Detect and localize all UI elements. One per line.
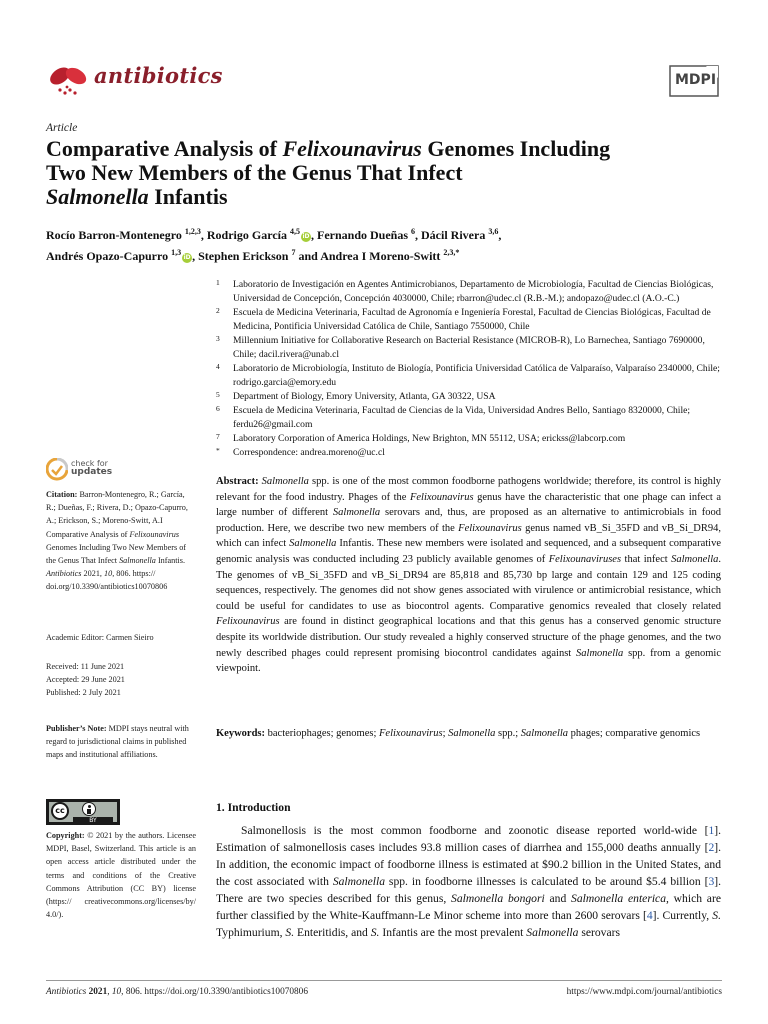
by-label: BY (73, 817, 113, 825)
footer-citation: Antibiotics 2021, 10, 806. https://doi.org/10.3390/antibiotics10070806 (46, 987, 308, 997)
orcid-icon[interactable]: iD (183, 254, 191, 261)
journal-name: antibiotics (94, 63, 223, 88)
affiliation-item: 4 Laboratorio de Microbiología, Instituto de Biología, Pontificia Universidad Católica de Valparaíso, Valparaíso 2340000, Chile; rodrigo.garcia@emory.edu (216, 362, 720, 388)
abstract: Abstract: Salmonella spp. is one of the most common foodborne pathogens worldwide; therefore, its control is highly relevant for the food industry. Phages of the Felixounavirus genus have the characteristic that one phage can infect a large number of different Salmonella serovars and, thus, are proposed as an alternative to antimicrobials in food production. Here, we describe two new members of the Felixounavirus genus named vB_Si_35FD and vB_Si_DR94, which can infect Salmonella Infantis. These new members were isolated and sequenced, and a subsequent comparative genomic analysis was conducted including 23 publicly available genomes of Felixounaviruses that infect Salmonella. The genomes of vB_Si_35FD and vB_Si_DR94 are 85,818 and 85,730 bp large and contain 129 and 125 coding sequences, respectively. The genomes did not show genes associated with virulence or antimicrobial resistance, which could be useful for candidates to use as biocontrol agents. Comparative genomics revealed that closely related Felixounavirus are found in distinct geographical locations and that this genus has a conserved genomic structure despite its worldwide distribution. Our study revealed a highly conserved structure of the phage genomes, and the two newly described phages could represent promising biocontrol candidates against Salmonella spp. from a genomic viewpoint. (216, 476, 722, 675)
publisher-note: Publisher’s Note: MDPI stays neutral with regard to jurisdictional claims in published maps and institutional affiliations. (46, 724, 189, 760)
journal-url-link[interactable]: https://www.mdpi.com/journal/antibiotics (566, 987, 722, 997)
person-icon (82, 802, 96, 816)
antibiotics-logo-icon (46, 60, 88, 98)
footer-divider (46, 980, 722, 981)
affiliation-item: 3 Millennium Initiative for Collaborative Research on Bacterial Resistance (MICROB-R), Lo Barnechea, Santiago 7690000, Chile; dacil.rivera@unab.cl (216, 334, 705, 360)
page-title: Comparative Analysis of Felixounavirus Genomes Including Two New Members of the Genus That Infect Salmonella Infantis (46, 136, 611, 209)
published-date: Published: 2 July 2021 (46, 688, 121, 698)
dates-block (46, 660, 196, 700)
cc-by-license-badge[interactable] (46, 799, 120, 825)
affiliation-item: 7 Laboratory Corporation of America Holdings, New Brighton, MN 55112, USA; erickss@labcorp.com (216, 432, 626, 444)
section-heading-introduction: 1. Introduction (216, 801, 291, 814)
orcid-icon[interactable]: iD (302, 233, 310, 240)
mdpi-text: MDPI (675, 72, 717, 88)
citation-link[interactable]: 3 (708, 875, 715, 888)
introduction-paragraph: Salmonellosis is the most common foodborne and zoonotic disease reported world-wide [1]. Estimation of salmonellosis cases includes 93.8 million cases of diarrhea and 155,000 deaths annually [2]. In addition, the economic impact of foodborne illness is estimated at $90.2 billion in the United States, and the cost associated with Salmonella spp. in foodborne illnesses is calculated to be around $5.4 billion [3]. There are two species described for this genus, Salmonella bongori and Salmonella enterica, which are further classified by the White-Kauffmann-Le Minor scheme into more than 2600 serovars [4]. Currently, S. Typhimurium, S. Enteritidis, and S. Infantis are the most prevalent Salmonella serovars (216, 824, 721, 939)
correspondence: * Correspondence: andrea.moreno@uc.cl (216, 446, 385, 458)
citation-block: Citation: Barron-Montenegro, R.; García, R.; Dueñas, F.; Rivera, D.; Opazo-Capurro, A.; Erickson, S.; Moreno-Switt, A.I Comparative Analysis of Felixounavirus Genomes Including Two New Members of the Genus That Infect Salmonella Infantis. Antibiotics 2021, 10, 806. https:// doi.org/10.3390/antibiotics10070806 (46, 490, 188, 592)
affiliation-item: 6 Escuela de Medicina Veterinaria, Facultad de Ciencias de la Vida, Universidad Andres Bello, Santiago 8320000, Chile; ferdu26@gmail.com (216, 404, 691, 430)
academic-editor: Academic Editor: Carmen Sieiro (46, 633, 154, 642)
check-for-updates-button[interactable] (46, 458, 126, 482)
affiliation-item: 1 Laboratorio de Investigación en Agentes Antimicrobianos, Departamento de Microbiología, Facultad de Ciencias Biológicas, Universidad de Concepción, Concepción 4030000, Chile; rbarron@udec.cl (R.B.-M.); andopazo@udec.cl (A.O.-C.) (216, 278, 714, 304)
check-updates-icon (46, 458, 68, 482)
keywords: Keywords: bacteriophages; genomes; Felixounavirus; Salmonella spp.; Salmonella phages; comparative genomics (216, 728, 701, 739)
article-type: Article (46, 122, 78, 134)
accepted-date: Accepted: 29 June 2021 (46, 675, 125, 685)
affiliation-item: 5 Department of Biology, Emory University, Atlanta, GA 30322, USA (216, 390, 496, 402)
received-date: Received: 11 June 2021 (46, 662, 125, 671)
mdpi-logo (666, 64, 722, 98)
copyright-block: Copyright: © 2021 by the authors. Licensee MDPI, Basel, Switzerland. This article is an open access article distributed under the terms and conditions of the Creative Commons Attribution (CC BY) license (https:// creativecommons.org/licenses/by/ 4.0/). (46, 831, 196, 920)
citation-link[interactable]: 2 (708, 841, 715, 854)
affiliation-item: 2 Escuela de Medicina Veterinaria, Facultad de Agronomía e Ingeniería Forestal, Facultad de Ciencias Biológicas, Facultad de Medicina, Pontificia Universidad Católica de Chile, Santiago 7550000, Chile (216, 306, 711, 332)
author-list: Rocío Barron-Montenegro $^{1,2,3}$, Rodrigo García $^{4,5}$iD, Fernando Dueñas $^6$, Dácil Rivera $^{3,6}$, Andrés Opazo-Capurro $^{1,3}$iD, Stephen Erickson $^7$ and Andrea I Moreno-Switt $^{2,3,*}$ (46, 227, 502, 263)
check-updates-label: check for updates (71, 459, 113, 477)
citation-link[interactable]: 4 (646, 909, 653, 922)
journal-logo (46, 60, 88, 98)
citation-link[interactable]: 1 (708, 824, 715, 837)
cc-icon: cc (51, 802, 69, 820)
affiliations (216, 278, 721, 460)
